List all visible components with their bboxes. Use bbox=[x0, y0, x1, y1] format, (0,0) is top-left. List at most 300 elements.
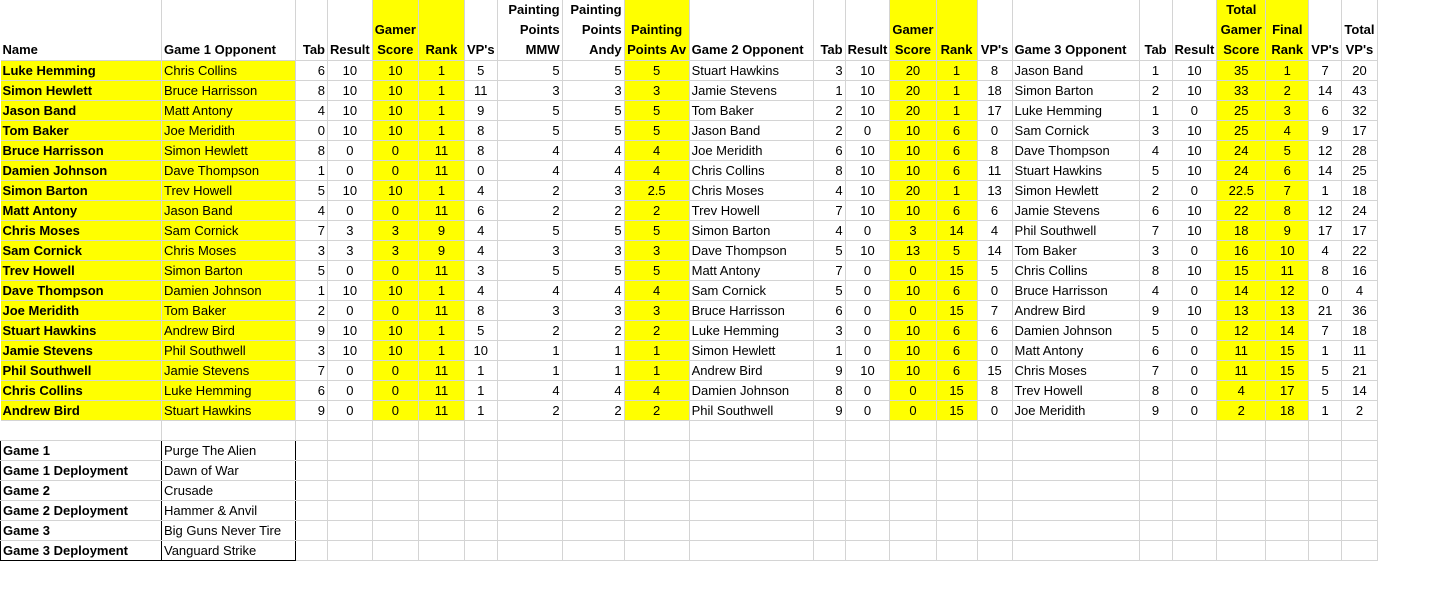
empty-cell[interactable] bbox=[418, 541, 464, 561]
cell-res2[interactable]: 10 bbox=[845, 181, 890, 201]
empty-cell[interactable] bbox=[372, 421, 418, 441]
cell-name[interactable]: Andrew Bird bbox=[1, 401, 162, 421]
cell-tab2[interactable]: 6 bbox=[813, 301, 845, 321]
empty-cell[interactable] bbox=[1012, 441, 1139, 461]
cell-res3[interactable]: 0 bbox=[1172, 321, 1217, 341]
cell-rank2[interactable]: 1 bbox=[936, 81, 977, 101]
cell-g1opp[interactable]: Luke Hemming bbox=[162, 381, 296, 401]
cell-tab1[interactable]: 2 bbox=[296, 301, 328, 321]
empty-cell[interactable] bbox=[562, 521, 624, 541]
empty-cell[interactable] bbox=[890, 421, 936, 441]
cell-pp_andy[interactable]: 1 bbox=[562, 341, 624, 361]
empty-cell[interactable] bbox=[418, 441, 464, 461]
cell-tvp[interactable]: 20 bbox=[1341, 61, 1377, 81]
cell-pp_andy[interactable]: 3 bbox=[562, 241, 624, 261]
cell-res2[interactable]: 10 bbox=[845, 201, 890, 221]
cell-gs2[interactable]: 10 bbox=[890, 141, 936, 161]
empty-cell[interactable] bbox=[813, 421, 845, 441]
cell-vp2[interactable]: 11 bbox=[977, 161, 1012, 181]
cell-res1[interactable]: 10 bbox=[328, 61, 373, 81]
header-rank2[interactable]: Rank bbox=[936, 0, 977, 61]
empty-cell[interactable] bbox=[977, 541, 1012, 561]
cell-vp1[interactable]: 1 bbox=[464, 361, 497, 381]
cell-g2opp[interactable]: Jamie Stevens bbox=[689, 81, 813, 101]
cell-pp_av[interactable]: 1 bbox=[624, 341, 689, 361]
cell-pp_mmw[interactable]: 4 bbox=[497, 161, 562, 181]
empty-cell[interactable] bbox=[936, 521, 977, 541]
cell-pp_mmw[interactable]: 2 bbox=[497, 401, 562, 421]
cell-vp3[interactable]: 7 bbox=[1309, 321, 1342, 341]
empty-cell[interactable] bbox=[890, 441, 936, 461]
empty-cell[interactable] bbox=[497, 521, 562, 541]
empty-cell[interactable] bbox=[845, 421, 890, 441]
cell-pp_mmw[interactable]: 2 bbox=[497, 201, 562, 221]
empty-cell[interactable] bbox=[1309, 541, 1342, 561]
empty-cell[interactable] bbox=[497, 421, 562, 441]
cell-gs2[interactable]: 10 bbox=[890, 161, 936, 181]
cell-vp2[interactable]: 17 bbox=[977, 101, 1012, 121]
cell-res2[interactable]: 0 bbox=[845, 381, 890, 401]
empty-cell[interactable] bbox=[1172, 441, 1217, 461]
cell-pp_andy[interactable]: 2 bbox=[562, 321, 624, 341]
cell-g1opp[interactable]: Phil Southwell bbox=[162, 341, 296, 361]
cell-res3[interactable]: 0 bbox=[1172, 381, 1217, 401]
cell-name[interactable]: Chris Moses bbox=[1, 221, 162, 241]
empty-cell[interactable] bbox=[1217, 521, 1266, 541]
cell-tab3[interactable]: 7 bbox=[1139, 361, 1172, 381]
cell-tab1[interactable]: 9 bbox=[296, 401, 328, 421]
cell-res2[interactable]: 10 bbox=[845, 161, 890, 181]
empty-cell[interactable] bbox=[624, 501, 689, 521]
empty-cell[interactable] bbox=[1139, 521, 1172, 541]
cell-tab2[interactable]: 1 bbox=[813, 81, 845, 101]
cell-rank1[interactable]: 9 bbox=[418, 221, 464, 241]
cell-g3opp[interactable]: Luke Hemming bbox=[1012, 101, 1139, 121]
game-info-value[interactable]: Big Guns Never Tire bbox=[162, 521, 296, 541]
cell-g3opp[interactable]: Joe Meridith bbox=[1012, 401, 1139, 421]
cell-gs2[interactable]: 10 bbox=[890, 341, 936, 361]
cell-frank[interactable]: 4 bbox=[1266, 121, 1309, 141]
cell-tab3[interactable]: 1 bbox=[1139, 101, 1172, 121]
cell-tab2[interactable]: 9 bbox=[813, 361, 845, 381]
cell-tab2[interactable]: 8 bbox=[813, 381, 845, 401]
header-vp2[interactable]: VP's bbox=[977, 0, 1012, 61]
cell-pp_mmw[interactable]: 5 bbox=[497, 101, 562, 121]
cell-rank1[interactable]: 1 bbox=[418, 281, 464, 301]
cell-pp_av[interactable]: 3 bbox=[624, 301, 689, 321]
cell-tgs[interactable]: 11 bbox=[1217, 361, 1266, 381]
empty-cell[interactable] bbox=[1012, 501, 1139, 521]
cell-vp3[interactable]: 0 bbox=[1309, 281, 1342, 301]
cell-tab3[interactable]: 8 bbox=[1139, 261, 1172, 281]
cell-res3[interactable]: 0 bbox=[1172, 181, 1217, 201]
empty-cell[interactable] bbox=[497, 541, 562, 561]
empty-cell[interactable] bbox=[464, 461, 497, 481]
empty-cell[interactable] bbox=[1012, 541, 1139, 561]
cell-res2[interactable]: 0 bbox=[845, 321, 890, 341]
cell-vp2[interactable]: 0 bbox=[977, 341, 1012, 361]
cell-pp_mmw[interactable]: 5 bbox=[497, 261, 562, 281]
cell-name[interactable]: Jamie Stevens bbox=[1, 341, 162, 361]
empty-cell[interactable] bbox=[328, 461, 373, 481]
cell-g3opp[interactable]: Tom Baker bbox=[1012, 241, 1139, 261]
empty-cell[interactable] bbox=[890, 521, 936, 541]
cell-tvp[interactable]: 14 bbox=[1341, 381, 1377, 401]
cell-name[interactable]: Chris Collins bbox=[1, 381, 162, 401]
cell-tgs[interactable]: 2 bbox=[1217, 401, 1266, 421]
cell-gs2[interactable]: 20 bbox=[890, 181, 936, 201]
empty-cell[interactable] bbox=[936, 501, 977, 521]
header-gs2[interactable]: Gamer Score bbox=[890, 0, 936, 61]
cell-g2opp[interactable]: Chris Moses bbox=[689, 181, 813, 201]
cell-rank2[interactable]: 15 bbox=[936, 261, 977, 281]
cell-res1[interactable]: 0 bbox=[328, 201, 373, 221]
cell-g1opp[interactable]: Matt Antony bbox=[162, 101, 296, 121]
empty-cell[interactable] bbox=[1139, 541, 1172, 561]
cell-g1opp[interactable]: Stuart Hawkins bbox=[162, 401, 296, 421]
cell-rank2[interactable]: 15 bbox=[936, 401, 977, 421]
header-tgs[interactable]: Total Gamer Score bbox=[1217, 0, 1266, 61]
header-rank1[interactable]: Rank bbox=[418, 0, 464, 61]
empty-cell[interactable] bbox=[890, 461, 936, 481]
cell-rank2[interactable]: 14 bbox=[936, 221, 977, 241]
empty-cell[interactable] bbox=[296, 521, 328, 541]
empty-cell[interactable] bbox=[977, 521, 1012, 541]
cell-gs1[interactable]: 0 bbox=[372, 261, 418, 281]
empty-cell[interactable] bbox=[689, 461, 813, 481]
cell-vp1[interactable]: 4 bbox=[464, 241, 497, 261]
cell-pp_andy[interactable]: 4 bbox=[562, 141, 624, 161]
cell-gs2[interactable]: 20 bbox=[890, 81, 936, 101]
empty-cell[interactable] bbox=[813, 461, 845, 481]
empty-cell[interactable] bbox=[689, 521, 813, 541]
cell-tab1[interactable]: 1 bbox=[296, 281, 328, 301]
cell-res1[interactable]: 0 bbox=[328, 361, 373, 381]
cell-tab3[interactable]: 5 bbox=[1139, 321, 1172, 341]
empty-cell[interactable] bbox=[845, 521, 890, 541]
cell-g2opp[interactable]: Bruce Harrisson bbox=[689, 301, 813, 321]
cell-tab3[interactable]: 4 bbox=[1139, 281, 1172, 301]
cell-g3opp[interactable]: Sam Cornick bbox=[1012, 121, 1139, 141]
cell-rank1[interactable]: 11 bbox=[418, 381, 464, 401]
cell-gs1[interactable]: 10 bbox=[372, 61, 418, 81]
cell-rank2[interactable]: 15 bbox=[936, 301, 977, 321]
cell-tab2[interactable]: 6 bbox=[813, 141, 845, 161]
cell-gs1[interactable]: 3 bbox=[372, 241, 418, 261]
empty-cell[interactable] bbox=[624, 481, 689, 501]
cell-res2[interactable]: 10 bbox=[845, 61, 890, 81]
header-vp3[interactable]: VP's bbox=[1309, 0, 1342, 61]
empty-cell[interactable] bbox=[813, 501, 845, 521]
cell-vp3[interactable]: 8 bbox=[1309, 261, 1342, 281]
cell-tab3[interactable]: 9 bbox=[1139, 401, 1172, 421]
cell-g2opp[interactable]: Simon Hewlett bbox=[689, 341, 813, 361]
cell-tgs[interactable]: 33 bbox=[1217, 81, 1266, 101]
cell-tgs[interactable]: 11 bbox=[1217, 341, 1266, 361]
cell-vp2[interactable]: 18 bbox=[977, 81, 1012, 101]
empty-cell[interactable] bbox=[296, 421, 328, 441]
cell-vp1[interactable]: 1 bbox=[464, 401, 497, 421]
cell-vp1[interactable]: 5 bbox=[464, 61, 497, 81]
cell-vp2[interactable]: 8 bbox=[977, 381, 1012, 401]
cell-tvp[interactable]: 22 bbox=[1341, 241, 1377, 261]
cell-g1opp[interactable]: Bruce Harrisson bbox=[162, 81, 296, 101]
cell-gs1[interactable]: 10 bbox=[372, 281, 418, 301]
empty-cell[interactable] bbox=[418, 421, 464, 441]
empty-cell[interactable] bbox=[1012, 461, 1139, 481]
cell-res1[interactable]: 3 bbox=[328, 241, 373, 261]
cell-name[interactable]: Simon Barton bbox=[1, 181, 162, 201]
cell-vp3[interactable]: 9 bbox=[1309, 121, 1342, 141]
cell-res2[interactable]: 0 bbox=[845, 261, 890, 281]
cell-tab2[interactable]: 8 bbox=[813, 161, 845, 181]
cell-frank[interactable]: 10 bbox=[1266, 241, 1309, 261]
cell-vp2[interactable]: 7 bbox=[977, 301, 1012, 321]
cell-gs1[interactable]: 0 bbox=[372, 401, 418, 421]
cell-rank2[interactable]: 6 bbox=[936, 321, 977, 341]
empty-cell[interactable] bbox=[562, 461, 624, 481]
cell-res1[interactable]: 0 bbox=[328, 401, 373, 421]
cell-rank1[interactable]: 1 bbox=[418, 321, 464, 341]
empty-cell[interactable] bbox=[1172, 461, 1217, 481]
cell-vp2[interactable]: 15 bbox=[977, 361, 1012, 381]
cell-tab1[interactable]: 4 bbox=[296, 201, 328, 221]
cell-rank2[interactable]: 6 bbox=[936, 201, 977, 221]
cell-vp1[interactable]: 8 bbox=[464, 301, 497, 321]
cell-g3opp[interactable]: Jason Band bbox=[1012, 61, 1139, 81]
empty-cell[interactable] bbox=[813, 481, 845, 501]
cell-g1opp[interactable]: Chris Moses bbox=[162, 241, 296, 261]
cell-res1[interactable]: 0 bbox=[328, 261, 373, 281]
header-pp_andy[interactable]: Painting Points Andy bbox=[562, 0, 624, 61]
empty-cell[interactable] bbox=[1139, 501, 1172, 521]
cell-name[interactable]: Bruce Harrisson bbox=[1, 141, 162, 161]
empty-cell[interactable] bbox=[1217, 541, 1266, 561]
cell-g2opp[interactable]: Chris Collins bbox=[689, 161, 813, 181]
cell-pp_av[interactable]: 2 bbox=[624, 401, 689, 421]
cell-tgs[interactable]: 22.5 bbox=[1217, 181, 1266, 201]
empty-cell[interactable] bbox=[689, 441, 813, 461]
game-info-label[interactable]: Game 1 Deployment bbox=[1, 461, 162, 481]
cell-pp_av[interactable]: 4 bbox=[624, 141, 689, 161]
cell-res2[interactable]: 0 bbox=[845, 401, 890, 421]
cell-rank2[interactable]: 6 bbox=[936, 141, 977, 161]
header-g3opp[interactable]: Game 3 Opponent bbox=[1012, 0, 1139, 61]
cell-res3[interactable]: 0 bbox=[1172, 101, 1217, 121]
cell-tvp[interactable]: 2 bbox=[1341, 401, 1377, 421]
cell-tab3[interactable]: 8 bbox=[1139, 381, 1172, 401]
cell-res2[interactable]: 10 bbox=[845, 141, 890, 161]
cell-g1opp[interactable]: Trev Howell bbox=[162, 181, 296, 201]
cell-res1[interactable]: 10 bbox=[328, 121, 373, 141]
empty-cell[interactable] bbox=[296, 541, 328, 561]
cell-gs2[interactable]: 0 bbox=[890, 381, 936, 401]
cell-res3[interactable]: 10 bbox=[1172, 301, 1217, 321]
cell-pp_mmw[interactable]: 3 bbox=[497, 81, 562, 101]
cell-pp_andy[interactable]: 5 bbox=[562, 221, 624, 241]
cell-tab1[interactable]: 3 bbox=[296, 241, 328, 261]
game-info-value[interactable]: Crusade bbox=[162, 481, 296, 501]
empty-cell[interactable] bbox=[1139, 441, 1172, 461]
cell-pp_mmw[interactable]: 4 bbox=[497, 281, 562, 301]
cell-gs1[interactable]: 0 bbox=[372, 361, 418, 381]
cell-vp2[interactable]: 8 bbox=[977, 141, 1012, 161]
cell-gs1[interactable]: 10 bbox=[372, 81, 418, 101]
cell-tvp[interactable]: 43 bbox=[1341, 81, 1377, 101]
cell-tgs[interactable]: 12 bbox=[1217, 321, 1266, 341]
cell-tab2[interactable]: 4 bbox=[813, 221, 845, 241]
cell-pp_andy[interactable]: 4 bbox=[562, 381, 624, 401]
cell-pp_andy[interactable]: 4 bbox=[562, 281, 624, 301]
cell-rank2[interactable]: 6 bbox=[936, 121, 977, 141]
cell-tab3[interactable]: 3 bbox=[1139, 121, 1172, 141]
header-vp1[interactable]: VP's bbox=[464, 0, 497, 61]
cell-frank[interactable]: 5 bbox=[1266, 141, 1309, 161]
header-tab2[interactable]: Tab bbox=[813, 0, 845, 61]
cell-gs2[interactable]: 20 bbox=[890, 61, 936, 81]
empty-cell[interactable] bbox=[689, 541, 813, 561]
cell-g3opp[interactable]: Phil Southwell bbox=[1012, 221, 1139, 241]
cell-tvp[interactable]: 17 bbox=[1341, 221, 1377, 241]
empty-cell[interactable] bbox=[890, 481, 936, 501]
cell-g3opp[interactable]: Jamie Stevens bbox=[1012, 201, 1139, 221]
cell-g1opp[interactable]: Jamie Stevens bbox=[162, 361, 296, 381]
empty-cell[interactable] bbox=[464, 421, 497, 441]
empty-cell[interactable] bbox=[1172, 421, 1217, 441]
empty-cell[interactable] bbox=[1217, 501, 1266, 521]
cell-rank1[interactable]: 11 bbox=[418, 261, 464, 281]
cell-frank[interactable]: 14 bbox=[1266, 321, 1309, 341]
cell-pp_andy[interactable]: 5 bbox=[562, 261, 624, 281]
cell-pp_av[interactable]: 5 bbox=[624, 101, 689, 121]
cell-tab1[interactable]: 8 bbox=[296, 141, 328, 161]
cell-pp_mmw[interactable]: 4 bbox=[497, 381, 562, 401]
cell-name[interactable]: Luke Hemming bbox=[1, 61, 162, 81]
cell-rank1[interactable]: 11 bbox=[418, 161, 464, 181]
cell-name[interactable]: Simon Hewlett bbox=[1, 81, 162, 101]
empty-cell[interactable] bbox=[296, 501, 328, 521]
cell-gs2[interactable]: 20 bbox=[890, 101, 936, 121]
cell-vp3[interactable]: 21 bbox=[1309, 301, 1342, 321]
empty-cell[interactable] bbox=[1309, 421, 1342, 441]
cell-g3opp[interactable]: Simon Hewlett bbox=[1012, 181, 1139, 201]
cell-gs1[interactable]: 0 bbox=[372, 141, 418, 161]
empty-cell[interactable] bbox=[624, 461, 689, 481]
header-pp_mmw[interactable]: Painting Points MMW bbox=[497, 0, 562, 61]
cell-vp3[interactable]: 17 bbox=[1309, 221, 1342, 241]
cell-res1[interactable]: 0 bbox=[328, 301, 373, 321]
cell-gs2[interactable]: 10 bbox=[890, 281, 936, 301]
cell-gs2[interactable]: 10 bbox=[890, 321, 936, 341]
cell-res3[interactable]: 0 bbox=[1172, 241, 1217, 261]
cell-res3[interactable]: 0 bbox=[1172, 401, 1217, 421]
empty-cell[interactable] bbox=[624, 421, 689, 441]
cell-vp3[interactable]: 1 bbox=[1309, 341, 1342, 361]
cell-tab3[interactable]: 6 bbox=[1139, 341, 1172, 361]
cell-rank1[interactable]: 1 bbox=[418, 101, 464, 121]
empty-cell[interactable] bbox=[1217, 481, 1266, 501]
empty-cell[interactable] bbox=[372, 461, 418, 481]
cell-frank[interactable]: 3 bbox=[1266, 101, 1309, 121]
cell-tab2[interactable]: 7 bbox=[813, 201, 845, 221]
cell-g1opp[interactable]: Damien Johnson bbox=[162, 281, 296, 301]
empty-cell[interactable] bbox=[1341, 541, 1377, 561]
cell-tab1[interactable]: 5 bbox=[296, 261, 328, 281]
cell-gs2[interactable]: 0 bbox=[890, 401, 936, 421]
cell-rank1[interactable]: 1 bbox=[418, 61, 464, 81]
cell-g2opp[interactable]: Simon Barton bbox=[689, 221, 813, 241]
cell-g3opp[interactable]: Stuart Hawkins bbox=[1012, 161, 1139, 181]
cell-tab2[interactable]: 2 bbox=[813, 101, 845, 121]
empty-cell[interactable] bbox=[1266, 481, 1309, 501]
empty-cell[interactable] bbox=[1266, 541, 1309, 561]
empty-cell[interactable] bbox=[624, 521, 689, 541]
cell-vp1[interactable]: 1 bbox=[464, 381, 497, 401]
cell-tgs[interactable]: 22 bbox=[1217, 201, 1266, 221]
cell-tab1[interactable]: 3 bbox=[296, 341, 328, 361]
cell-res2[interactable]: 0 bbox=[845, 121, 890, 141]
empty-cell[interactable] bbox=[497, 481, 562, 501]
cell-vp3[interactable]: 1 bbox=[1309, 181, 1342, 201]
cell-pp_av[interactable]: 5 bbox=[624, 221, 689, 241]
empty-cell[interactable] bbox=[1341, 481, 1377, 501]
cell-tvp[interactable]: 4 bbox=[1341, 281, 1377, 301]
empty-cell[interactable] bbox=[418, 521, 464, 541]
cell-g3opp[interactable]: Simon Barton bbox=[1012, 81, 1139, 101]
empty-cell[interactable] bbox=[845, 441, 890, 461]
cell-res1[interactable]: 10 bbox=[328, 181, 373, 201]
cell-res1[interactable]: 10 bbox=[328, 341, 373, 361]
empty-cell[interactable] bbox=[464, 541, 497, 561]
cell-tab3[interactable]: 3 bbox=[1139, 241, 1172, 261]
empty-cell[interactable] bbox=[845, 501, 890, 521]
cell-g1opp[interactable]: Jason Band bbox=[162, 201, 296, 221]
empty-cell[interactable] bbox=[372, 481, 418, 501]
empty-cell[interactable] bbox=[689, 481, 813, 501]
cell-pp_andy[interactable]: 2 bbox=[562, 401, 624, 421]
cell-rank1[interactable]: 11 bbox=[418, 301, 464, 321]
cell-frank[interactable]: 8 bbox=[1266, 201, 1309, 221]
cell-frank[interactable]: 6 bbox=[1266, 161, 1309, 181]
empty-cell[interactable] bbox=[162, 421, 296, 441]
cell-pp_andy[interactable]: 5 bbox=[562, 101, 624, 121]
empty-cell[interactable] bbox=[328, 541, 373, 561]
cell-vp1[interactable]: 6 bbox=[464, 201, 497, 221]
cell-pp_andy[interactable]: 5 bbox=[562, 61, 624, 81]
cell-res2[interactable]: 0 bbox=[845, 221, 890, 241]
cell-tgs[interactable]: 14 bbox=[1217, 281, 1266, 301]
cell-frank[interactable]: 17 bbox=[1266, 381, 1309, 401]
cell-rank2[interactable]: 1 bbox=[936, 181, 977, 201]
cell-g1opp[interactable]: Andrew Bird bbox=[162, 321, 296, 341]
cell-res3[interactable]: 10 bbox=[1172, 121, 1217, 141]
empty-cell[interactable] bbox=[689, 501, 813, 521]
cell-pp_mmw[interactable]: 2 bbox=[497, 181, 562, 201]
cell-vp2[interactable]: 13 bbox=[977, 181, 1012, 201]
empty-cell[interactable] bbox=[562, 501, 624, 521]
cell-res3[interactable]: 0 bbox=[1172, 281, 1217, 301]
empty-cell[interactable] bbox=[328, 481, 373, 501]
empty-cell[interactable] bbox=[562, 541, 624, 561]
cell-vp1[interactable]: 8 bbox=[464, 121, 497, 141]
cell-vp1[interactable]: 5 bbox=[464, 321, 497, 341]
cell-gs1[interactable]: 0 bbox=[372, 201, 418, 221]
cell-frank[interactable]: 7 bbox=[1266, 181, 1309, 201]
game-info-value[interactable]: Hammer & Anvil bbox=[162, 501, 296, 521]
header-g1opp[interactable]: Game 1 Opponent bbox=[162, 0, 296, 61]
empty-cell[interactable] bbox=[1139, 481, 1172, 501]
cell-tvp[interactable]: 21 bbox=[1341, 361, 1377, 381]
